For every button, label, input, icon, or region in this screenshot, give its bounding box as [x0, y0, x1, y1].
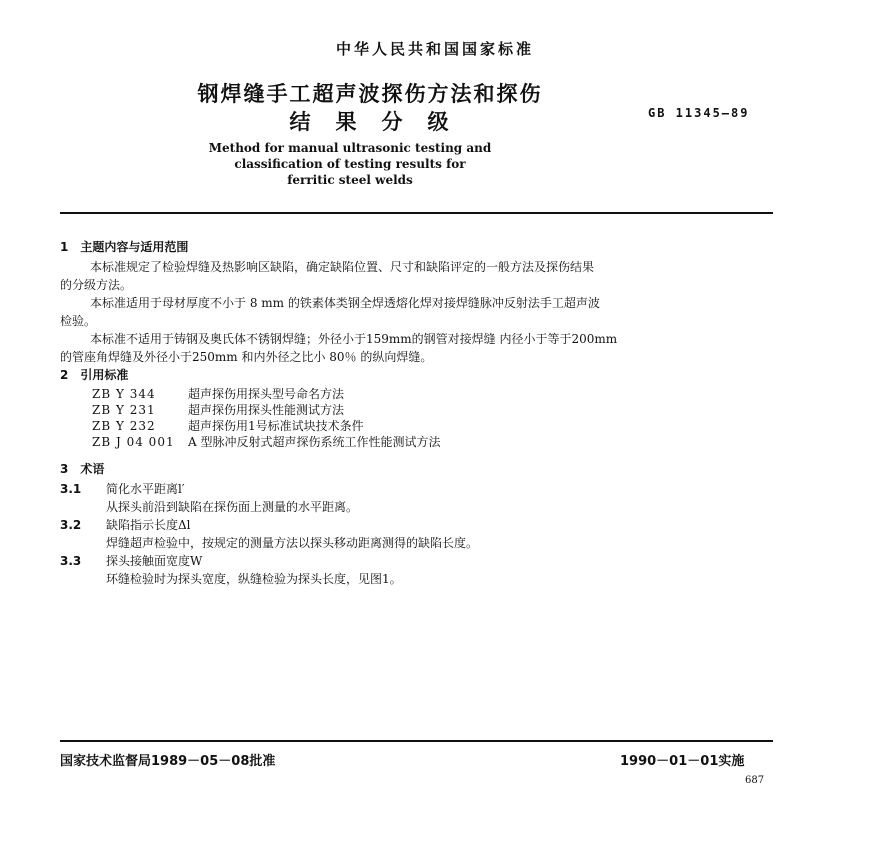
section-2-heading: 2 引用标准	[60, 368, 129, 382]
english-title-line2: classification of testing results for	[234, 157, 466, 171]
chinese-title	[120, 80, 620, 136]
section-1-p1-line1: 本标准规定了检验焊缝及热影响区缺陷，确定缺陷位置、尺寸和缺陷评定的一般方法及探伤结果	[90, 260, 595, 274]
header-divider	[60, 212, 773, 214]
english-title-line3: ferritic steel welds	[287, 173, 413, 187]
section-3-heading: 3 术语	[60, 462, 105, 476]
section-1-p2-line1: 本标准适用于母材厚度不小于 8 mm 的铁素体类钢全焊透熔化焊对接焊缝脉冲反射法手工超声波	[90, 296, 600, 310]
standard-code: GB 11345—89	[648, 106, 750, 120]
reference-item	[92, 386, 692, 402]
term-heading	[60, 480, 760, 498]
english-title	[160, 140, 540, 188]
reference-title: 超声探伤用探头型号命名方法	[188, 387, 345, 401]
reference-item	[92, 418, 692, 434]
section-1-p2-line2: 检验。	[60, 314, 97, 328]
term-number: 3.1	[60, 482, 82, 496]
chinese-title-line1: 钢焊缝手工超声波探伤方法和探伤	[197, 82, 543, 106]
term-description: 环缝检验时为探头宽度，纵缝检验为探头长度，见图1。	[106, 572, 402, 586]
term-description: 从探头前沿到缺陷在探伤面上测量的水平距离。	[106, 500, 359, 514]
reference-code: ZB J 04 001	[92, 435, 175, 449]
reference-title: 超声探伤用1号标准试块技术条件	[188, 419, 364, 433]
english-title-line1: Method for manual ultrasonic testing and	[208, 141, 492, 155]
reference-title: A 型脉冲反射式超声探伤系统工作性能测试方法	[188, 435, 441, 449]
reference-code: ZB Y 232	[92, 419, 156, 433]
section-1-p3-line2: 的管座角焊缝及外径小于250mm 和内外径之比小 80％ 的纵向焊缝。	[60, 350, 433, 364]
term-heading	[60, 552, 760, 570]
term-number: 3.3	[60, 554, 82, 568]
term-name: 探头接触面宽度W	[106, 554, 203, 568]
section-1-body	[60, 258, 780, 366]
section-1-p3-line1: 本标准不适用于铸钢及奥氏体不锈钢焊缝；外径小于159mm的钢管对接焊缝 内径小于等于200mm	[90, 332, 618, 346]
section-1-heading: 1 主题内容与适用范围	[60, 240, 189, 254]
approval-date: 国家技术监督局1989－05－08批准	[60, 754, 276, 769]
term-description: 焊缝超声检验中，按规定的测量方法以探头移动距离测得的缺陷长度。	[106, 536, 479, 550]
page-number: 687	[745, 775, 765, 786]
terms-list	[60, 480, 760, 588]
term-name: 简化水平距离l′	[106, 482, 185, 496]
reference-code: ZB Y 344	[92, 387, 156, 401]
footer-divider	[60, 740, 773, 742]
reference-item	[92, 434, 692, 450]
term-number: 3.2	[60, 518, 82, 532]
reference-code: ZB Y 231	[92, 403, 156, 417]
reference-item	[92, 402, 692, 418]
implementation-date: 1990－01－01实施	[620, 754, 745, 769]
chinese-title-line2: 结 果 分 级	[289, 110, 451, 134]
section-1-p1-line2: 的分级方法。	[60, 278, 133, 292]
term-heading	[60, 516, 760, 534]
reference-list	[92, 386, 692, 450]
national-standard-heading: 中华人民共和国国家标准	[335, 40, 534, 58]
reference-title: 超声探伤用探头性能测试方法	[188, 403, 345, 417]
term-name: 缺陷指示长度Δl	[106, 518, 191, 532]
